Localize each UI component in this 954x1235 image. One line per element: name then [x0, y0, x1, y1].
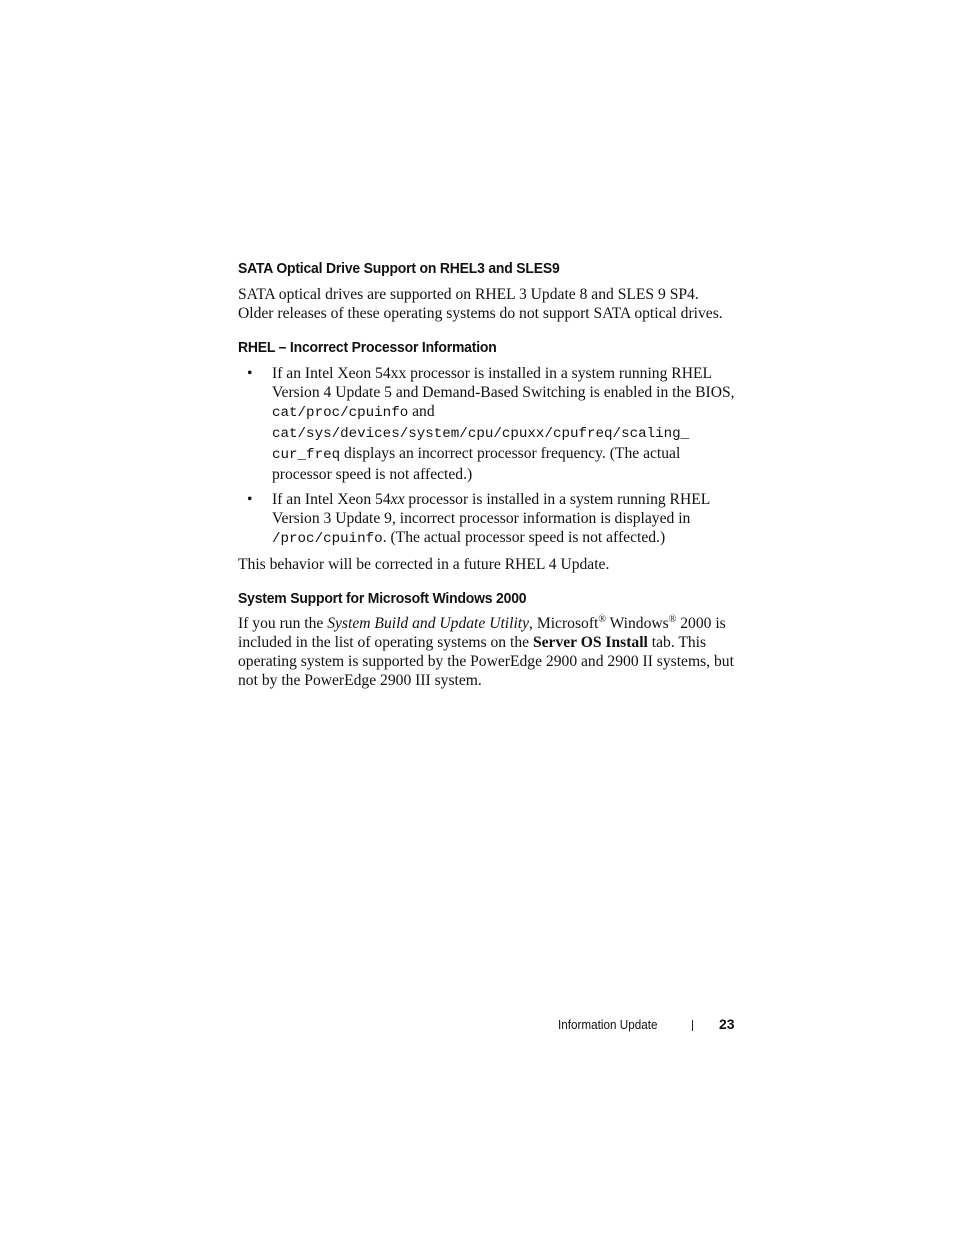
page-number: 23: [719, 1016, 735, 1032]
code-inline: cat/sys/devices/system/cpu/cpuxx/cpufreq/scaling_ cur_freq: [272, 426, 690, 463]
bullet-text: processor is installed in a system running RHEL Version 3 Update 9, incorrect processor information is displayed in: [272, 491, 710, 527]
bullet-list: [238, 364, 738, 549]
paragraph-text: If you run the: [238, 615, 328, 632]
paragraph-text: Windows: [605, 615, 669, 632]
list-item: [238, 490, 738, 549]
page-footer: [0, 1014, 954, 1034]
bold-text: Server OS Install: [532, 634, 648, 651]
page-content: [238, 258, 738, 690]
bullet-glyph: •: [247, 491, 253, 508]
bullet-glyph: •: [247, 365, 253, 382]
code-inline: /proc/cpuinfo: [272, 531, 383, 547]
section-heading-rhel: RHEL – Incorrect Processor Information: [238, 339, 497, 356]
bullet-text: and: [408, 403, 435, 420]
registered-mark: ®: [598, 613, 606, 625]
section-heading-sata: SATA Optical Drive Support on RHEL3 and SLES9: [238, 260, 560, 277]
paragraph-text: tab. This operating system is supported by the PowerEdge 2900 and 2900 II systems, but not by the PowerEdge 2900 III system.: [238, 634, 734, 689]
bullet-text: . (The actual processor speed is not affected.): [382, 529, 666, 546]
italic-text: xx: [390, 491, 405, 508]
italic-text: System Build and Update Utility: [327, 615, 530, 632]
code-inline: cat/proc/cpuinfo: [272, 405, 409, 421]
paragraph-text: , Microsoft: [529, 615, 599, 632]
section-paragraph-windows: [238, 614, 738, 690]
bullet-text: If an Intel Xeon 54: [272, 491, 391, 508]
registered-mark: ®: [668, 613, 677, 625]
bullet-text: displays an incorrect processor frequency. (The actual processor speed is not affected.): [272, 445, 681, 483]
bullet-text: If an Intel Xeon 54xx processor is installed in a system running RHEL Version 4 Update 5 and Demand-Based Switching is enabled in the BIOS,: [272, 365, 735, 401]
footer-label: Information Update: [558, 1017, 658, 1032]
paragraph-text: 2000 is included in the list of operating systems on the: [238, 615, 726, 651]
section-paragraph-rhel-note: This behavior will be corrected in a future RHEL 4 Update.: [238, 556, 610, 573]
section-paragraph-sata: SATA optical drives are supported on RHEL 3 Update 8 and SLES 9 SP4. Older releases of these operating systems do not support SATA optical drives.: [238, 286, 723, 322]
list-item: [238, 364, 738, 484]
footer-separator: [692, 1020, 693, 1031]
section-heading-windows: System Support for Microsoft Windows 2000: [238, 590, 527, 607]
